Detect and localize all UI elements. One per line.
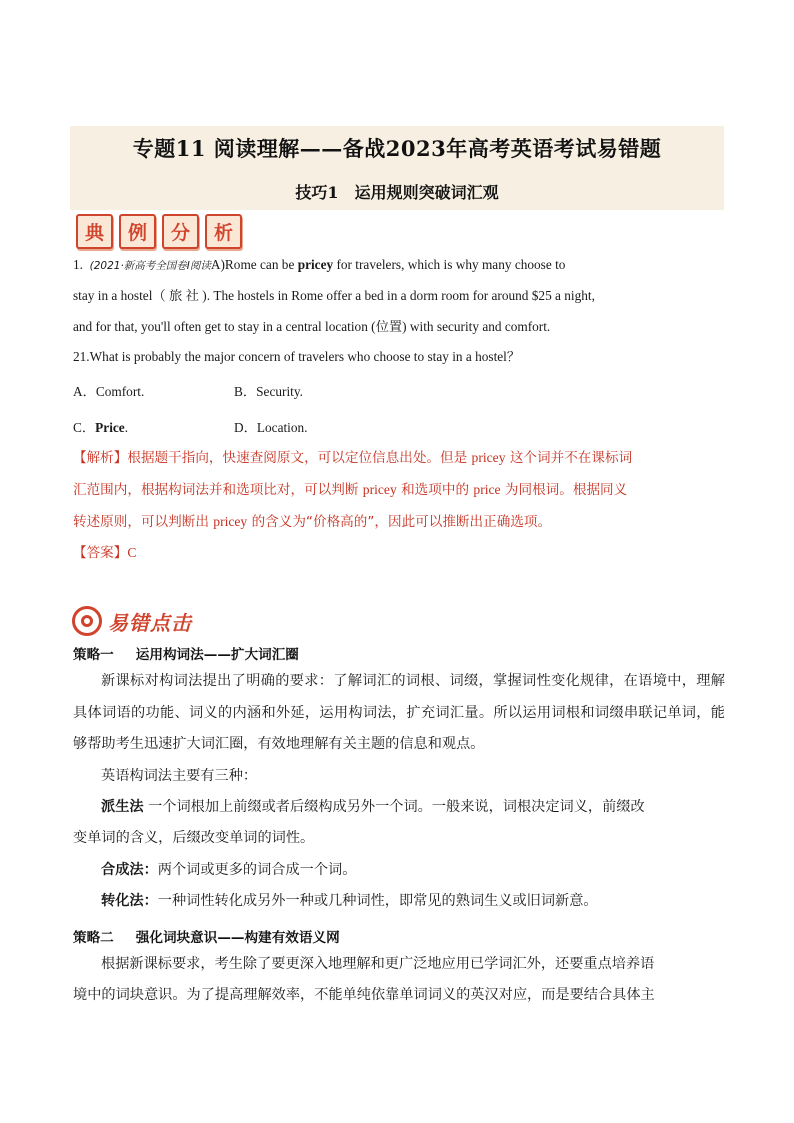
conversion-term: 转化法：	[101, 893, 158, 909]
sub-title	[70, 180, 724, 203]
banner-char: 析	[205, 214, 242, 249]
analysis-text: 汇范围内，根据构词法并和选项比对，可以判断	[73, 482, 359, 498]
derivation-text: 一个词根加上前缀或者后缀构成另外一个词。一般来说，词根决定词义，前缀改	[148, 799, 645, 815]
analysis-line-1	[73, 442, 725, 474]
strategy-1-heading	[73, 643, 299, 663]
strategy-2-heading	[73, 926, 340, 946]
main-title: 专题11 阅读理解——备战2023年高考英语考试易错题	[132, 136, 662, 161]
passage-line-1	[73, 256, 565, 275]
option-c	[73, 417, 128, 436]
option-c-label: C．	[73, 420, 96, 435]
answer-value: C	[127, 545, 137, 560]
analysis-text: 为同根词。根据同义	[504, 482, 628, 498]
derivation-line-2: 变单词的含义，后缀改变单词的词性。	[73, 830, 315, 846]
passage-text: A)Rome can be	[210, 257, 298, 272]
option-d: D．Location.	[234, 420, 308, 435]
strategy-2-line-2: 境中的词块意识。为了提高理解效率，不能单纯依靠单词词义的英汉对应，而是要结合具体主	[73, 987, 655, 1003]
banner-char: 典	[76, 214, 113, 249]
keyword-pricey: pricey	[297, 257, 334, 272]
strategy-label: 策略二	[73, 930, 114, 946]
error-prone-title: 易错点击	[108, 610, 192, 635]
question-source: (2021·新高考全国卷Ⅰ阅读	[89, 260, 211, 272]
example-analysis-banner	[76, 214, 242, 250]
question-number: 1.	[73, 257, 83, 272]
option-a: A．Comfort.	[73, 384, 145, 399]
answer-line	[73, 541, 136, 561]
conversion-line	[73, 886, 753, 918]
strategy-title: 运用构词法——扩大词汇圈	[135, 647, 299, 663]
analysis-text: 的含义为“价格高的”，因此可以推断出正确选项。	[251, 514, 552, 530]
passage-line-3: and for that, you'll often get to stay in a central location (位置) with security and comfort.	[73, 319, 551, 334]
error-prone-banner	[72, 604, 192, 638]
strategy-1-paragraph: 新课标对构词法提出了明确的要求：了解词汇的词根、词缀，掌握词性变化规律，在语境中，理解具体词语的功能、词义的内涵和外延，运用构词法，扩充词汇量。所以运用词根和词缀串联记单词，能够帮助考生迅速扩大词汇圈，有效地理解有关主题的信息和观点。	[73, 673, 725, 752]
banner-char: 分	[162, 214, 199, 249]
analysis-text: 根据题干指向，快速查阅原文，可以定位信息出处。但是	[127, 450, 468, 466]
answer-tag: 【答案】	[73, 545, 128, 561]
analysis-word: pricey	[362, 482, 397, 497]
analysis-word: price	[473, 482, 501, 497]
analysis-word: pricey	[471, 450, 506, 465]
analysis-text: 和选项中的	[401, 482, 470, 498]
analysis-line-3	[73, 506, 725, 538]
passage-text: for travelers, which is why many choose to	[333, 257, 566, 272]
conversion-text: 一种词性转化成另外一种或几种词性，即常见的熟词生义或旧词新意。	[157, 893, 598, 909]
sub-title-number: 技巧1	[295, 183, 339, 202]
derivation-line-1	[73, 792, 753, 824]
target-icon	[72, 606, 102, 636]
analysis-word: pricey	[213, 514, 248, 529]
compound-term: 合成法：	[101, 862, 158, 878]
analysis-text: 这个词并不在课标词	[509, 450, 633, 466]
analysis-line-2	[73, 474, 725, 506]
passage-line-2: stay in a hostel（ 旅 社 ). The hostels in Rome offer a bed in a dorm room for around $25 a night,	[73, 288, 595, 303]
wordformation-intro: 英语构词法主要有三种：	[101, 768, 258, 784]
sub-title-text: 运用规则突破词汇观	[354, 183, 499, 202]
analysis-tag: 【解析】	[73, 450, 128, 466]
analysis-block	[73, 442, 725, 538]
banner-char: 例	[119, 214, 156, 249]
strategy-label: 策略一	[73, 647, 114, 663]
compound-text: 两个词或更多的词合成一个词。	[157, 862, 357, 878]
compound-line	[73, 855, 753, 887]
strategy-title: 强化词块意识——构建有效语义网	[135, 930, 340, 946]
question-text: 21.What is probably the major concern of travelers who choose to stay in a hostel？	[73, 349, 521, 364]
option-c-dot: .	[124, 420, 129, 435]
analysis-text: 转述原则，可以判断出	[73, 514, 209, 530]
derivation-term: 派生法	[101, 799, 144, 815]
option-c-value: Price	[95, 420, 125, 435]
strategy-2-line-1: 根据新课标要求，考生除了要更深入地理解和更广泛地应用已学词汇外，还要重点培养语	[101, 956, 655, 972]
option-b: B．Security.	[234, 384, 303, 399]
